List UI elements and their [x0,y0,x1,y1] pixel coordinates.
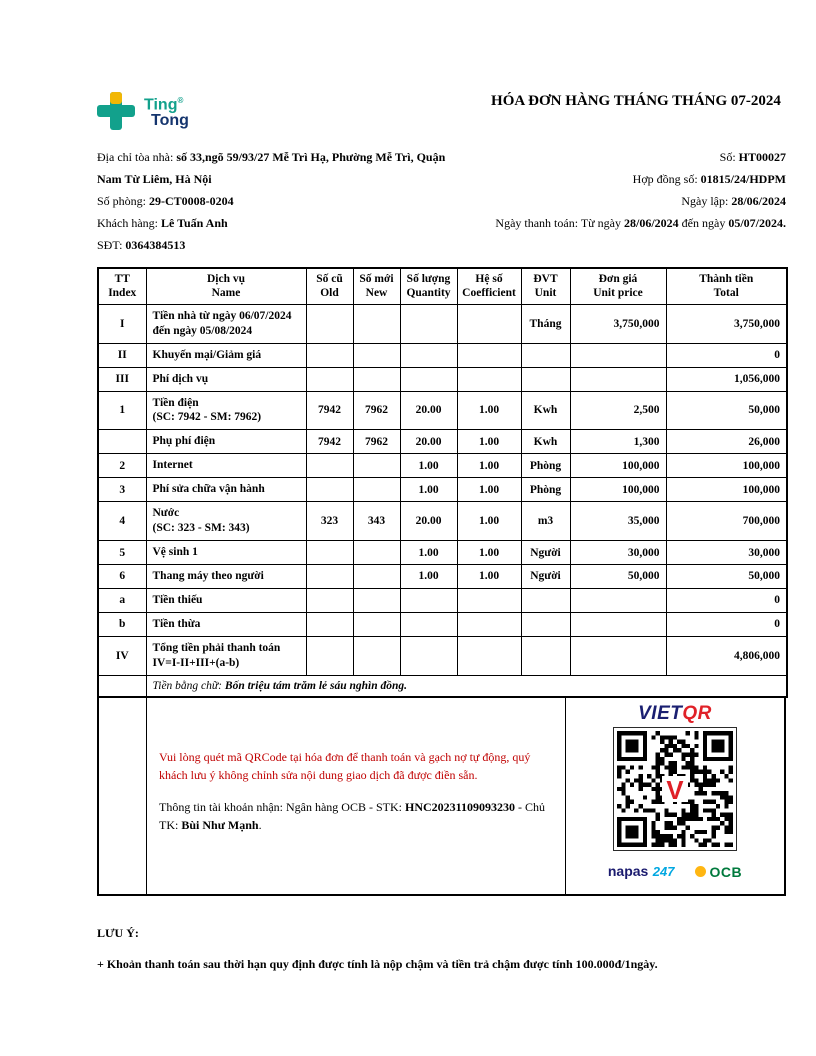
column-header-old: Số cũ Old [306,268,353,304]
cell-qty: 20.00 [400,502,457,541]
svg-text:V: V [666,776,684,805]
building-address-line [97,146,465,190]
cell-tt: I [98,304,146,343]
amount-in-words-section [98,675,787,697]
payment-period-line [476,212,786,234]
cell-qty: 1.00 [400,454,457,478]
cell-coef: 1.00 [457,454,521,478]
cell-price: 3,750,000 [570,304,666,343]
cell-name: Tổng tiền phải thanh toán IV=I-II+III+(a-b) [146,636,306,675]
cell-name: Phí dịch vụ [146,367,306,391]
column-header-qty: Số lượng Quantity [400,268,457,304]
cell-tt: a [98,588,146,612]
cell-coef: 1.00 [457,541,521,565]
qr-instruction-text: Vui lòng quét mã QRCode tại hóa đơn để thanh toán và gạch nợ tự động, quý khách lưu ý không chỉnh sửa nội dung giao dịch đã được điền sẵn. [159,749,531,782]
note-title: LƯU Ý: [97,925,139,940]
account-end: . [258,817,262,832]
cell-qty [400,367,457,391]
column-header-new: Số mới New [353,268,400,304]
account-holder: Bùi Như Mạnh [181,817,259,832]
cell-coef [457,636,521,675]
cell-old [306,478,353,502]
table-row [98,454,787,478]
cell-total: 50,000 [666,391,787,430]
cell-total: 0 [666,612,787,636]
phone-value: 0364384513 [125,238,186,252]
cell-tt: II [98,343,146,367]
cell-old: 7942 [306,391,353,430]
invoice-table [97,267,788,698]
invoice-number-line [476,146,786,168]
cell-coef [457,367,521,391]
column-header-name: Dịch vụ Name [146,268,306,304]
column-header-unit: ĐVT Unit [521,268,570,304]
tingtong-cross-icon [97,92,135,130]
cell-new [353,636,400,675]
account-mid: - Chủ TK: [159,799,545,832]
cell-coef: 1.00 [457,565,521,589]
invoice-number-label: Số: [719,150,739,164]
cell-total: 100,000 [666,478,787,502]
ocb-sun-icon [695,866,706,877]
cell-coef: 1.00 [457,430,521,454]
invoice-number-value: HT00027 [738,150,786,164]
cell-total: 26,000 [666,430,787,454]
cell-total: 4,806,000 [666,636,787,675]
cell-old [306,343,353,367]
cell-qty: 20.00 [400,391,457,430]
ocb-logo [695,864,743,880]
cell-tt: III [98,367,146,391]
cell-unit: Phòng [521,478,570,502]
tingtong-logo [97,92,189,130]
cell-price: 100,000 [570,478,666,502]
table-row [98,367,787,391]
cell-coef: 1.00 [457,478,521,502]
column-header-total: Thành tiền Total [666,268,787,304]
cell-qty: 1.00 [400,478,457,502]
address-value: số 33,ngõ 59/93/27 Mễ Trì Hạ, Phường Mễ Trì, Quận Nam Từ Liêm, Hà Nội [97,150,446,186]
cell-old: 7942 [306,430,353,454]
table-row [98,391,787,430]
vietqr-viet-text: VIET [638,702,683,724]
cell-price: 35,000 [570,502,666,541]
table-row [98,612,787,636]
cell-total: 30,000 [666,541,787,565]
cell-coef [457,612,521,636]
room-value: 29-CT0008-0204 [149,194,234,208]
customer-label: Khách hàng: [97,216,161,230]
cell-price: 50,000 [570,565,666,589]
empty-cell [98,675,146,697]
payment-mid: đến ngày [678,216,729,230]
issue-date-value: 28/06/2024 [731,194,786,208]
cell-unit: Kwh [521,430,570,454]
account-info-line [159,798,551,834]
cell-coef [457,588,521,612]
cell-tt [98,430,146,454]
payment-section [97,698,786,896]
cell-unit: m3 [521,502,570,541]
cell-unit: Phòng [521,454,570,478]
bank-logos [608,863,742,881]
cell-total: 50,000 [666,565,787,589]
cell-name: Thang máy theo người [146,565,306,589]
customer-line [97,212,465,234]
table-row [98,588,787,612]
cell-tt: 6 [98,565,146,589]
cell-new [353,478,400,502]
invoice-page [97,92,786,972]
tingtong-logo-text [144,93,189,129]
cell-coef [457,304,521,343]
contract-number-line [476,168,786,190]
cell-price [570,588,666,612]
cell-tt: 3 [98,478,146,502]
room-number-line [97,190,465,212]
amount-in-words-cell [146,675,787,697]
cell-price [570,612,666,636]
table-row [98,430,787,454]
cell-new [353,454,400,478]
cell-tt: 4 [98,502,146,541]
contract-value: 01815/24/HDPM [700,172,786,186]
info-left-column [97,146,465,256]
registered-mark: ® [177,95,184,105]
vietqr-qr-text: QR [682,702,712,724]
cell-total: 700,000 [666,502,787,541]
cell-price [570,343,666,367]
column-header-price: Đơn giá Unit price [570,268,666,304]
cell-new [353,612,400,636]
footer-notes [97,926,786,972]
napas-text: napas [607,862,649,879]
cell-total: 1,056,000 [666,367,787,391]
cell-unit [521,612,570,636]
cell-qty: 20.00 [400,430,457,454]
cell-tt: IV [98,636,146,675]
qr-frame [613,727,737,851]
cell-total: 0 [666,588,787,612]
cell-new [353,343,400,367]
address-label: Địa chỉ tòa nhà: [97,150,177,164]
issue-date-label: Ngày lập: [681,194,732,208]
cell-price: 100,000 [570,454,666,478]
cell-new: 343 [353,502,400,541]
column-header-tt: TT Index [98,268,146,304]
cell-coef: 1.00 [457,502,521,541]
cell-unit [521,588,570,612]
napas-247-text: 247 [652,863,675,879]
info-right-column [476,146,786,256]
cell-qty [400,636,457,675]
cell-qty [400,343,457,367]
cell-old [306,367,353,391]
cell-qty [400,588,457,612]
cell-old [306,612,353,636]
cell-tt: 1 [98,391,146,430]
vietqr-logo [638,703,712,725]
table-row [98,541,787,565]
cell-old [306,454,353,478]
cell-price [570,636,666,675]
table-row [98,343,787,367]
cell-name: Internet [146,454,306,478]
cell-unit: Kwh [521,391,570,430]
cell-qty: 1.00 [400,541,457,565]
table-row [98,636,787,675]
cell-unit [521,636,570,675]
logo-ting-text: Ting® [144,95,184,114]
cell-new [353,565,400,589]
ocb-text: OCB [709,863,743,880]
header-row [98,268,787,304]
contract-label: Hợp đồng số: [632,172,701,186]
table-row [98,478,787,502]
cell-new [353,367,400,391]
cell-coef [457,343,521,367]
amount-in-words-label: Tiền bằng chữ: [152,679,225,692]
table-row [98,502,787,541]
payment-label: Ngày thanh toán: Từ ngày [495,216,624,230]
cell-name: Tiền thiếu [146,588,306,612]
cell-old [306,565,353,589]
document-title: HÓA ĐƠN HÀNG THÁNG THÁNG 07-2024 [491,93,781,109]
cell-unit: Người [521,541,570,565]
cell-unit [521,367,570,391]
cell-total: 3,750,000 [666,304,787,343]
cell-old [306,636,353,675]
cell-old [306,588,353,612]
cell-new: 7962 [353,430,400,454]
phone-label: SĐT: [97,238,126,252]
cell-price [570,367,666,391]
table-row [98,304,787,343]
cell-qty [400,304,457,343]
cell-name: Tiền thừa [146,612,306,636]
customer-value: Lê Tuấn Anh [160,216,228,230]
cell-old [306,541,353,565]
table-row [98,565,787,589]
cell-old: 323 [306,502,353,541]
cell-tt: b [98,612,146,636]
cell-name: Vệ sinh 1 [146,541,306,565]
cell-price: 30,000 [570,541,666,565]
cell-unit: Tháng [521,304,570,343]
qr-code [617,731,733,847]
invoice-table-head [98,268,787,304]
cell-name: Phụ phí điện [146,430,306,454]
cell-coef: 1.00 [457,391,521,430]
cell-unit [521,343,570,367]
phone-line [97,234,465,256]
napas-logo [608,863,675,881]
cell-new [353,304,400,343]
cell-price: 1,300 [570,430,666,454]
cell-qty [400,612,457,636]
cell-new [353,541,400,565]
room-label: Số phòng: [97,194,150,208]
invoice-info [97,146,786,256]
qr-panel [566,698,784,894]
column-header-coef: Hệ số Coefficient [457,268,521,304]
cell-new [353,588,400,612]
cell-price: 2,500 [570,391,666,430]
logo-tong-text: Tong [151,112,189,130]
cell-total: 100,000 [666,454,787,478]
cell-tt: 5 [98,541,146,565]
account-prefix: Thông tin tài khoản nhận: Ngân hàng OCB - STK: [159,799,405,814]
cell-name: Tiền điện (SC: 7942 - SM: 7962) [146,391,306,430]
cell-name: Phí sửa chữa vận hành [146,478,306,502]
cell-new: 7962 [353,391,400,430]
note-line: + Khoản thanh toán sau thời hạn quy định được tính là nộp chậm và tiền trả chậm được tính 100.000đ/1ngày. [97,956,658,971]
cell-name: Nước (SC: 323 - SM: 343) [146,502,306,541]
cell-total: 0 [666,343,787,367]
account-number: HNC20231109093230 [404,799,515,814]
cell-name: Khuyến mại/Giảm giá [146,343,306,367]
invoice-header [97,92,786,130]
cell-old [306,304,353,343]
payment-section-spacer [99,698,147,894]
payment-from-date: 28/06/2024 [624,216,679,230]
amount-in-words-row [98,675,787,697]
cell-unit: Người [521,565,570,589]
cell-tt: 2 [98,454,146,478]
cell-qty: 1.00 [400,565,457,589]
issue-date-line [476,190,786,212]
payment-instructions [147,698,566,894]
amount-in-words-value: Bốn triệu tám trăm lẻ sáu nghìn đồng. [224,679,408,692]
cell-name: Tiền nhà từ ngày 06/07/2024 đến ngày 05/08/2024 [146,304,306,343]
payment-to-date: 05/07/2024 [728,216,783,230]
invoice-table-body [98,304,787,675]
payment-end: . [783,216,786,230]
